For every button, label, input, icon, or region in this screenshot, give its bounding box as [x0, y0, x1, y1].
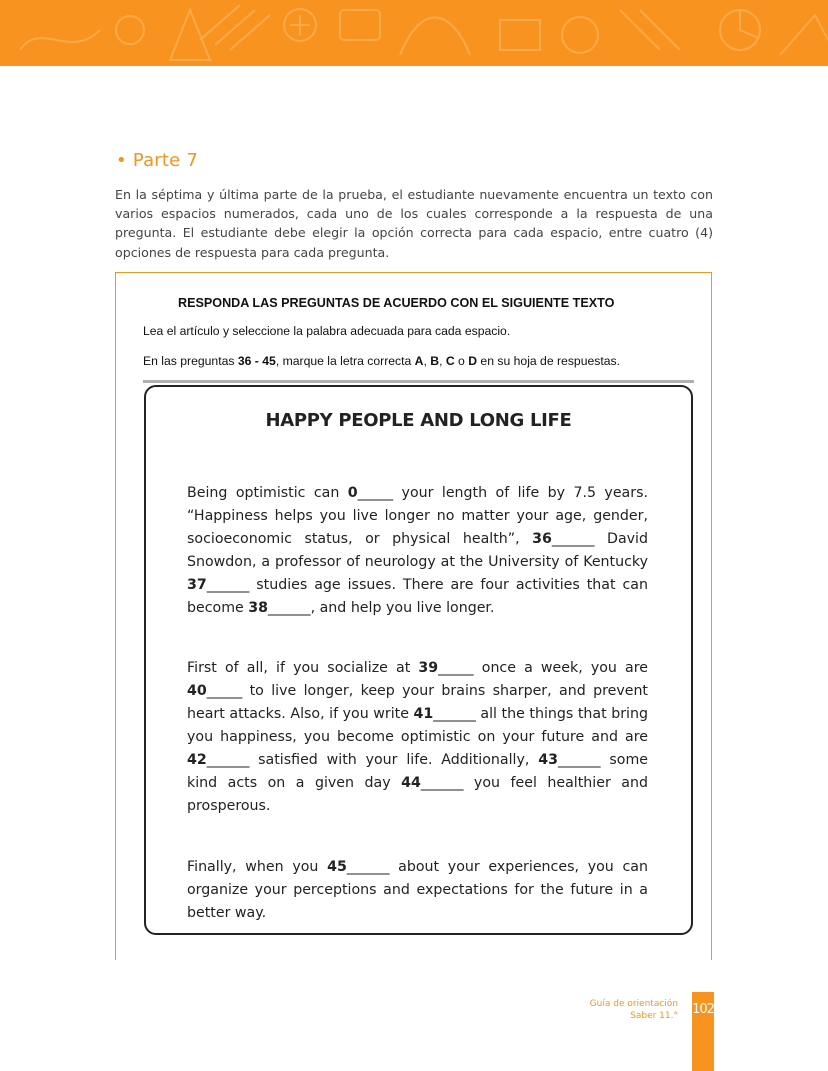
footer-line-1: Guía de orientación	[589, 999, 678, 1009]
question-number: 43	[538, 752, 558, 768]
question-number: 40	[187, 683, 207, 699]
section-title	[116, 150, 198, 171]
footer-line-2: Saber 11.°	[630, 1011, 678, 1021]
question-number: 44	[401, 775, 421, 791]
question-number: 45	[327, 859, 347, 875]
article-paragraph-1: Being optimistic can 0_____ your length of life by 7.5 years. “Happiness helps you live longer no matter your age, gender, socioeconomic status, or physical health”, 36______ David Snowdon, a professor of neurology at the University of Kentucky 37______ studies age issues. There are four activities that can become 38______, and help you live longer.	[187, 485, 648, 616]
page-number: 102	[692, 1002, 714, 1017]
article-paragraph-2: First of all, if you socialize at 39_____ once a week, you are 40_____ to live longer, keep your brains sharper, and prevent heart attacks. Also, if you write 41______ all the things that bring you happiness, you become optimistic on your future and are 42______ satisfied with your life. Additionally, 43______ some kind acts on a given day 44______ you feel healthier and prosperous.	[187, 660, 648, 814]
question-number: 0	[347, 485, 358, 501]
section-title-text: Parte 7	[132, 150, 199, 171]
instructions-line-2: En las preguntas 36 - 45, marque la letra correcta A, B, C o D en su hoja de respuestas.	[143, 354, 621, 368]
intro-paragraph: En la séptima y última parte de la prueba, el estudiante nuevamente encuentra un texto con varios espacios numerados, cada uno de los cuales corresponde a la respuesta de una pregunta. El estudiante debe elegir la opción correcta para cada espacio, entre cuatro (4) opciones de respuesta para cada pregunta.	[115, 187, 713, 260]
instructions-title: RESPONDA LAS PREGUNTAS DE ACUERDO CON EL SIGUIENTE TEXTO	[178, 296, 615, 310]
question-number: 41	[413, 706, 434, 722]
bullet: •	[116, 150, 127, 171]
question-number: 38	[248, 600, 269, 616]
divider	[143, 380, 694, 383]
top-banner	[0, 0, 828, 66]
article-paragraph-3: Finally, when you 45______ about your experiences, you can organize your perceptions and expectations for the future in a better way.	[187, 859, 648, 921]
question-number: 39	[418, 660, 439, 676]
instructions-line-1: Lea el artículo y seleccione la palabra adecuada para cada espacio.	[143, 324, 511, 338]
footer-caption	[590, 998, 678, 1022]
question-number: 36	[532, 531, 552, 547]
question-number: 42	[187, 752, 207, 768]
banner-doodles	[0, 0, 828, 66]
question-number: 37	[187, 577, 207, 593]
article-title: HAPPY PEOPLE AND LONG LIFE	[265, 410, 572, 431]
